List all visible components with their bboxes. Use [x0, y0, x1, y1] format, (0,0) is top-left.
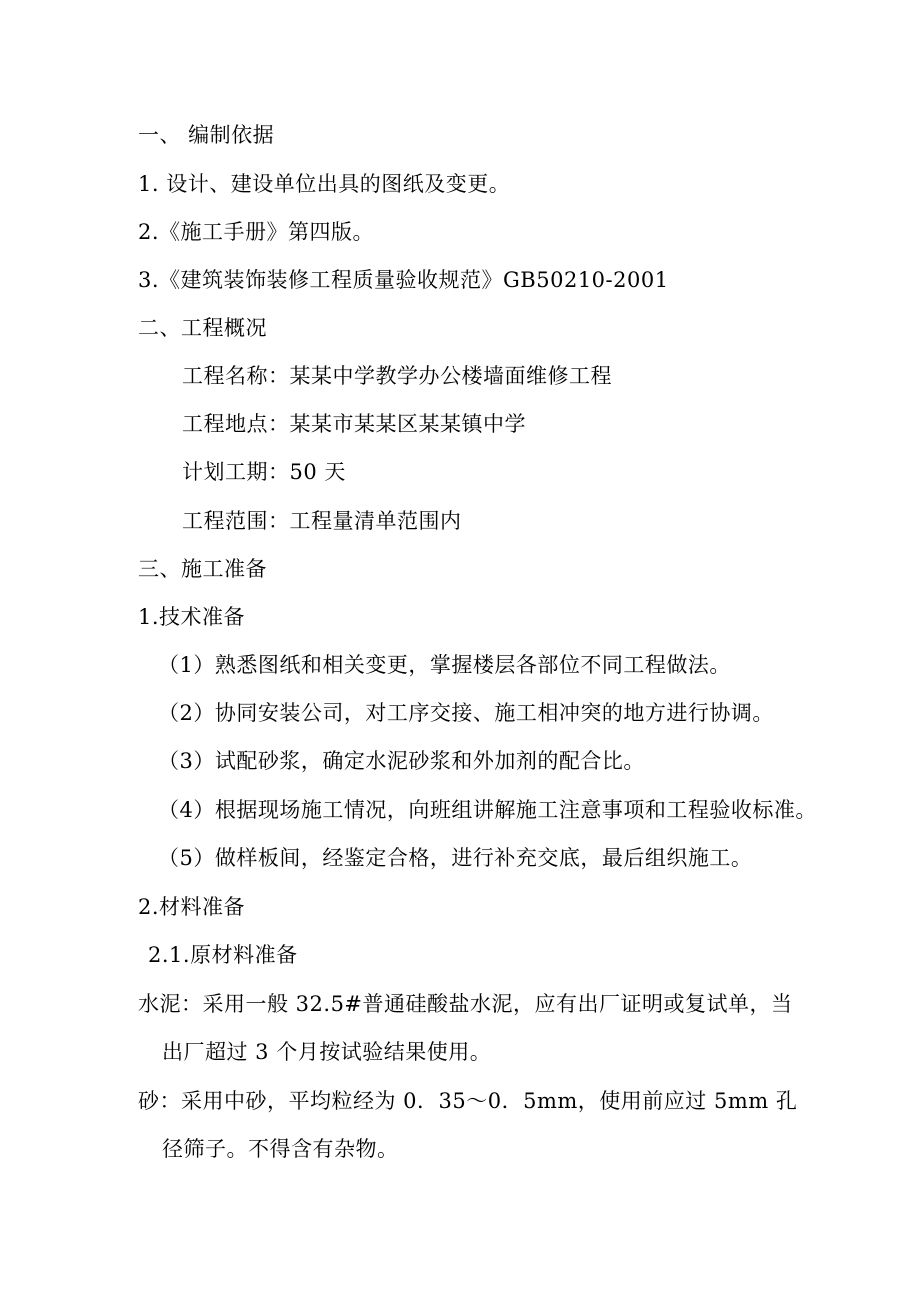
basis-item-2: 2.《施工手册》第四版。 — [138, 220, 375, 244]
sand-spec-line-1: 砂：采用中砂，平均粒经为 0．35～0．5mm，使用前应过 5mm 孔 — [138, 1089, 798, 1113]
subsection-heading-technical-preparation: 1.技术准备 — [138, 605, 246, 629]
section-heading-compilation-basis: 一、 编制依据 — [138, 123, 275, 147]
cement-spec-line-2: 出厂超过 3 个月按试验结果使用。 — [162, 1040, 492, 1064]
technical-item-2: （2）协同安装公司，对工序交接、施工相冲突的地方进行协调。 — [158, 701, 774, 725]
subsection-heading-material-preparation: 2.材料准备 — [138, 895, 246, 919]
subsection-heading-raw-material: 2.1.原材料准备 — [148, 943, 298, 967]
technical-item-4: （4）根据现场施工情况，向班组讲解施工注意事项和工程验收标准。 — [158, 798, 817, 822]
technical-item-5: （5）做样板间，经鉴定合格，进行补充交底，最后组织施工。 — [158, 846, 753, 870]
basis-item-1: 1. 设计、建设单位出具的图纸及变更。 — [138, 172, 511, 196]
project-scope: 工程范围：工程量清单范围内 — [182, 509, 462, 533]
section-heading-construction-preparation: 三、施工准备 — [138, 557, 267, 581]
sand-spec-line-2: 径筛子。不得含有杂物。 — [162, 1137, 399, 1161]
project-duration: 计划工期：50 天 — [182, 460, 346, 484]
project-location: 工程地点：某某市某某区某某镇中学 — [182, 412, 526, 436]
project-name: 工程名称：某某中学教学办公楼墙面维修工程 — [182, 364, 612, 388]
basis-item-3: 3.《建筑装饰装修工程质量验收规范》GB50210-2001 — [138, 268, 669, 292]
technical-item-3: （3）试配砂浆，确定水泥砂浆和外加剂的配合比。 — [158, 749, 645, 773]
section-heading-project-overview: 二、工程概况 — [138, 316, 267, 340]
technical-item-1: （1）熟悉图纸和相关变更，掌握楼层各部位不同工程做法。 — [158, 653, 731, 677]
cement-spec-line-1: 水泥：采用一般 32.5#普通硅酸盐水泥，应有出厂证明或复试单，当 — [138, 992, 793, 1016]
